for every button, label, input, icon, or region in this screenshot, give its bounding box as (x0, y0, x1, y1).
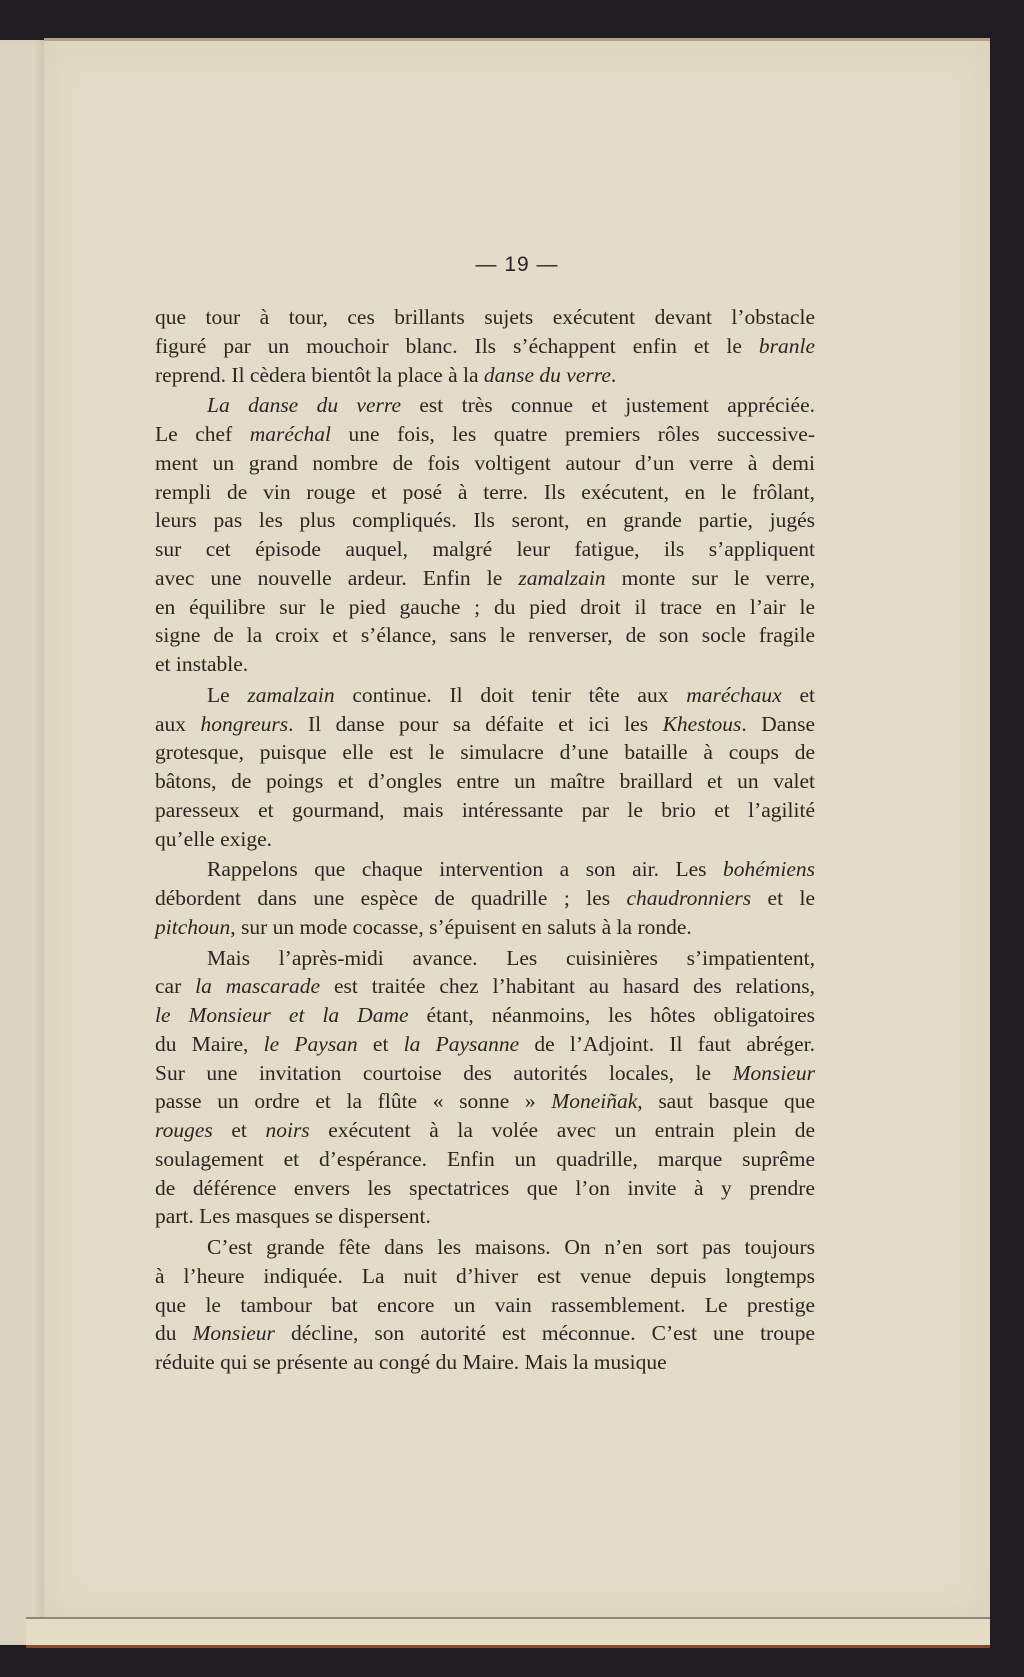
italic-term: pitchoun (155, 914, 231, 939)
text-run: du (155, 1321, 193, 1346)
page-number: — 19 — (475, 253, 559, 276)
text-line (155, 593, 815, 622)
page-bottom-edge (26, 1617, 990, 1648)
text-run: est très connue et justement appréciée. (401, 393, 815, 418)
text-line (155, 478, 815, 507)
text-line (155, 1262, 815, 1291)
text-line (155, 738, 815, 767)
text-line (155, 944, 815, 973)
text-line (155, 650, 815, 679)
text-run: aux (155, 711, 201, 736)
italic-term: Monsieur (732, 1060, 815, 1085)
text-run: Sur une invitation courtoise des autorités locales, le (155, 1060, 733, 1085)
text-line (155, 332, 815, 361)
text-run: . Danse (741, 711, 816, 736)
text-run: en équilibre sur le pied gauche ; du pied droit il trace en l’air le (155, 594, 815, 619)
text-run: et (781, 682, 815, 707)
italic-term: zamalzain (518, 565, 606, 590)
italic-term: Monsieur (192, 1321, 275, 1346)
text-line (155, 621, 815, 650)
text-run: part. Les masques se dispersent. (155, 1204, 431, 1229)
text-line (155, 1233, 815, 1262)
text-run: et (212, 1118, 266, 1142)
text-run: signe de la croix et s’élance, sans le renverser, de son socle fragile (155, 623, 815, 648)
text-line (155, 564, 815, 593)
text-run: étant, néanmoins, les hôtes obligatoires (408, 1003, 816, 1027)
italic-term: chaudronniers (626, 886, 752, 910)
text-line (155, 855, 815, 884)
text-run: paresseux et gourmand, mais intéressante par le brio et l’agilité (155, 797, 815, 822)
text-line (155, 1174, 815, 1203)
text-run: . (610, 362, 617, 387)
text-line (155, 1030, 815, 1059)
italic-term: zamalzain (247, 682, 335, 707)
paragraph (155, 855, 815, 941)
text-run: Rappelons que chaque intervention a son air. Les (207, 857, 724, 882)
italic-term: la Paysanne (403, 1031, 520, 1056)
italic-term: rouges (155, 1118, 213, 1142)
italic-term: Khestous (662, 711, 742, 736)
italic-term: hongreurs (200, 711, 289, 736)
body-text (155, 303, 815, 1377)
italic-term: maréchal (249, 422, 331, 446)
text-run: une fois, les quatre premiers rôles successive- (330, 422, 816, 446)
text-line (155, 825, 815, 854)
paragraph (155, 1233, 815, 1377)
text-run: que tour à tour, ces brillants sujets exécutent devant l’obstacle (155, 305, 815, 329)
text-line (155, 913, 815, 942)
book-page (44, 38, 990, 1621)
text-run: décline, son autorité est méconnue. C’est une troupe (274, 1321, 815, 1346)
text-run: , sur un mode cocasse, s’épuisent en saluts à la ronde. (230, 914, 692, 939)
text-line (155, 681, 815, 710)
text-line (155, 1202, 815, 1231)
text-run: grotesque, puisque elle est le simulacre d’une bataille à coups de (155, 740, 815, 765)
text-run: de déférence envers les spectatrices que l’on invite à y prendre (155, 1175, 815, 1200)
text-run: Mais l’après-midi avance. Les cuisinières s’impatientent, (207, 945, 815, 970)
text-run: , saut basque que (637, 1089, 815, 1114)
text-run: passe un ordre et la flûte « sonne » (155, 1089, 552, 1114)
text-run: débordent dans une espèce de quadrille ; les (155, 886, 627, 910)
text-run: sur cet épisode auquel, malgré leur fatigue, ils s’appliquent (155, 537, 815, 561)
text-line (155, 1348, 815, 1377)
text-run: avec une nouvelle ardeur. Enfin le (155, 565, 519, 590)
text-line (155, 535, 815, 564)
text-run: bâtons, de poings et d’ongles entre un maître braillard et un valet (155, 769, 815, 793)
italic-term: bohémiens (723, 857, 815, 882)
text-run: du Maire, (155, 1031, 264, 1056)
text-line (155, 1059, 815, 1088)
text-run: à l’heure indiquée. La nuit d’hiver est venue depuis longtemps (155, 1263, 815, 1288)
text-run: est traitée chez l’habitant au hasard des relations, (320, 974, 815, 999)
italic-term: branle (758, 333, 815, 358)
text-line (155, 506, 815, 535)
text-run: que le tambour bat encore un vain rassemblement. Le prestige (155, 1292, 815, 1317)
text-line (155, 710, 815, 739)
text-run: continue. Il doit tenir tête aux (334, 682, 687, 707)
text-line (155, 1087, 815, 1116)
text-line (155, 361, 815, 390)
text-line (155, 796, 815, 825)
italic-term: maréchaux (686, 682, 782, 707)
text-line (155, 391, 815, 420)
text-run: de l’Adjoint. Il faut abréger. (519, 1031, 815, 1056)
text-run: réduite qui se présente au congé du Maire. Mais la musique (155, 1350, 667, 1374)
text-run: ment un grand nombre de fois voltigent autour d’un verre à demi (155, 450, 815, 475)
italic-term: danse du verre (483, 362, 611, 387)
text-run: leurs pas les plus compliqués. Ils seront, en grande partie, jugés (155, 508, 815, 533)
italic-term: Moneiñak (551, 1089, 638, 1114)
italic-term: le Paysan (263, 1031, 358, 1056)
text-line (155, 1145, 815, 1174)
text-run: . Il danse pour sa défaite et ici les (288, 711, 663, 736)
text-run: et le (751, 886, 815, 910)
text-run: rempli de vin rouge et posé à terre. Ils exécutent, en le frôlant, (155, 479, 815, 504)
paragraph (155, 681, 815, 854)
text-line (155, 1291, 815, 1320)
text-line (155, 767, 815, 796)
italic-term: La danse du verre (207, 393, 401, 418)
text-run: qu’elle exige. (155, 826, 273, 851)
text-run: soulagement et d’espérance. Enfin un quadrille, marque suprême (155, 1146, 815, 1171)
text-line (155, 303, 815, 332)
italic-term: noirs (265, 1118, 310, 1142)
text-run: Le chef (155, 422, 250, 446)
text-run: monte sur le verre, (605, 565, 815, 590)
text-line (155, 884, 815, 913)
previous-page-edge (0, 40, 48, 1645)
text-run: Le (207, 682, 248, 707)
text-run: C’est grande fête dans les maisons. On n’en sort pas toujours (207, 1235, 815, 1259)
paragraph (155, 944, 815, 1232)
text-run: figuré par un mouchoir blanc. Ils s’échappent enfin et le (155, 333, 759, 358)
text-run: car (155, 974, 196, 999)
italic-term: le Monsieur et la Dame (155, 1003, 409, 1027)
text-run: reprend. Il cèdera bientôt la place à la (155, 362, 484, 387)
text-run: et (357, 1031, 404, 1056)
text-line (155, 1319, 815, 1348)
text-run: et instable. (155, 652, 249, 676)
paragraph (155, 391, 815, 679)
text-line (155, 1001, 815, 1030)
text-line (155, 449, 815, 478)
text-run: exécutent à la volée avec un entrain plein de (309, 1118, 815, 1142)
paragraph (155, 303, 815, 389)
text-line (155, 420, 815, 449)
text-line (155, 1116, 815, 1145)
italic-term: la mascarade (195, 974, 321, 999)
text-line (155, 972, 815, 1001)
